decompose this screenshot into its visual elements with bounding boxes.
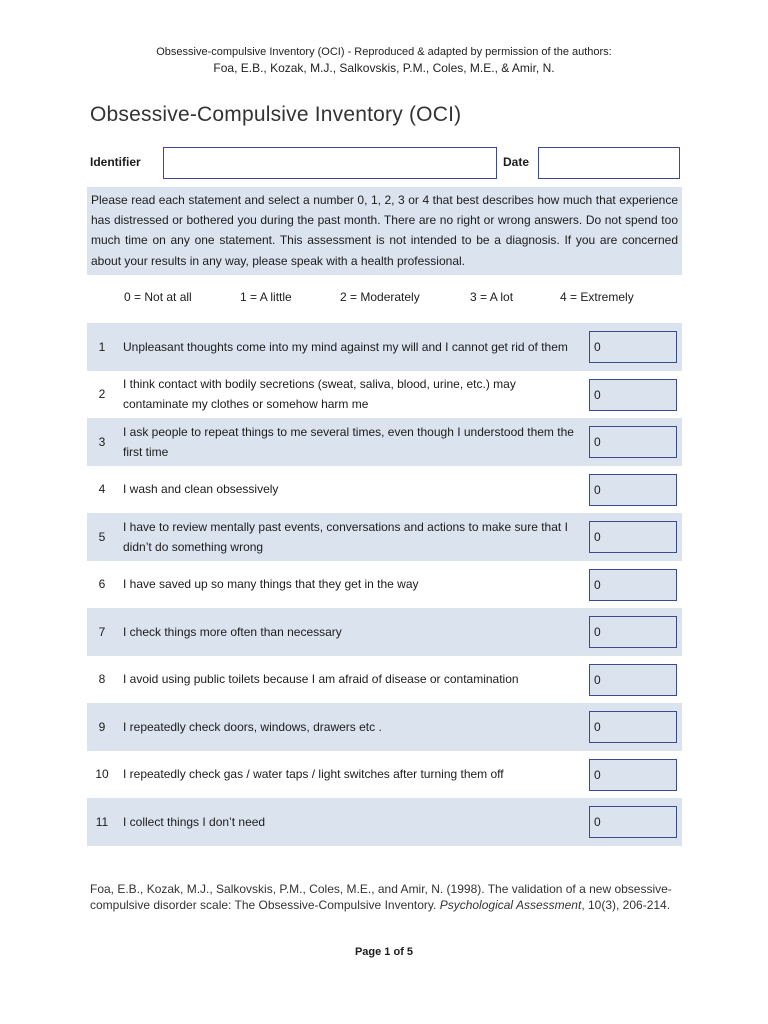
header-permission-line: Obsessive-compulsive Inventory (OCI) - Reproduced & adapted by permission of the authors:	[156, 46, 612, 58]
rating-scale-legend	[124, 290, 664, 308]
item-number: 2	[98, 387, 106, 402]
item-answer-field[interactable]: 0	[589, 664, 677, 696]
date-label: Date	[503, 155, 530, 169]
item-statement: I repeatedly check doors, windows, drawers etc .	[123, 719, 382, 734]
item-statement: Unpleasant thoughts come into my mind against my will and I cannot get rid of them	[123, 339, 568, 354]
header-authors-line: Foa, E.B., Kozak, M.J., Salkovskis, P.M., Coles, M.E., & Amir, N.	[213, 61, 555, 75]
item-number: 3	[98, 434, 106, 449]
list-item	[87, 798, 682, 846]
item-statement: I repeatedly check gas / water taps / light switches after turning them off	[123, 767, 504, 782]
item-statement: I have to review mentally past events, conversations and actions to make sure that I didn’t do something wrong	[123, 519, 568, 554]
item-statement: I think contact with bodily secretions (sweat, saliva, blood, urine, etc.) may contaminate my clothes or somehow harm me	[123, 377, 516, 412]
list-item	[87, 561, 682, 609]
list-item	[87, 323, 682, 371]
item-answer-field[interactable]: 0	[589, 806, 677, 838]
questionnaire-items	[87, 323, 682, 846]
scale-option-3: 3 = A lot	[470, 290, 514, 304]
item-answer-field[interactable]: 0	[589, 569, 677, 601]
item-statement: I ask people to repeat things to me several times, even though I understood them the first time	[123, 424, 574, 459]
instructions-box: Please read each statement and select a number 0, 1, 2, 3 or 4 that best describes how much that experience has distressed or bothered you during the past month. There are no right or wrong answers. Do not spend too much time on any one statement. This assessment is not intended to be a diagnosis. If you are concerned about your results in any way, please speak with a health professional.	[87, 187, 682, 275]
item-number: 6	[98, 577, 106, 592]
list-item	[87, 751, 682, 799]
item-number: 8	[98, 672, 106, 687]
item-number: 10	[95, 767, 109, 782]
item-answer-field[interactable]: 0	[589, 331, 677, 363]
item-number: 1	[98, 339, 106, 354]
item-statement: I avoid using public toilets because I am afraid of disease or contamination	[123, 672, 519, 687]
item-answer-field[interactable]: 0	[589, 426, 677, 458]
item-number: 11	[95, 814, 109, 829]
item-answer-field[interactable]: 0	[589, 379, 677, 411]
list-item	[87, 656, 682, 704]
list-item	[87, 418, 682, 466]
date-input[interactable]	[538, 147, 680, 179]
list-item	[87, 703, 682, 751]
identifier-input[interactable]	[163, 147, 497, 179]
item-number: 9	[98, 719, 106, 734]
list-item	[87, 513, 682, 561]
item-number: 4	[98, 482, 106, 497]
item-number: 7	[98, 624, 106, 639]
scale-option-0: 0 = Not at all	[124, 290, 192, 304]
list-item	[87, 371, 682, 419]
item-answer-field[interactable]: 0	[589, 521, 677, 553]
item-statement: I check things more often than necessary	[123, 624, 342, 639]
page-title: Obsessive-Compulsive Inventory (OCI)	[90, 103, 462, 126]
citation-volume: , 10(3), 206-214.	[581, 898, 671, 912]
item-answer-field[interactable]: 0	[589, 474, 677, 506]
item-answer-field[interactable]: 0	[589, 711, 677, 743]
item-statement: I collect things I don’t need	[123, 814, 266, 829]
page-number: Page 1 of 5	[354, 946, 414, 958]
item-statement: I have saved up so many things that they get in the way	[123, 577, 419, 592]
citation-journal: Psychological Assessment	[439, 898, 582, 912]
list-item	[87, 466, 682, 514]
scale-option-4: 4 = Extremely	[560, 290, 634, 304]
identifier-label: Identifier	[90, 155, 141, 169]
item-answer-field[interactable]: 0	[589, 616, 677, 648]
identifier-row	[90, 147, 682, 181]
scale-option-2: 2 = Moderately	[340, 290, 420, 304]
citation-text: Foa, E.B., Kozak, M.J., Salkovskis, P.M., Coles, M.E., and Amir, N. (1998). The validation of a new obsessive-compulsive disorder scale: The Obsessive-Compulsive Inventory.	[90, 882, 672, 912]
item-statement: I wash and clean obsessively	[123, 482, 279, 497]
item-answer-field[interactable]: 0	[589, 759, 677, 791]
item-number: 5	[98, 529, 106, 544]
list-item	[87, 608, 682, 656]
page-header	[0, 44, 768, 76]
scale-option-1: 1 = A little	[240, 290, 292, 304]
citation	[90, 881, 680, 913]
